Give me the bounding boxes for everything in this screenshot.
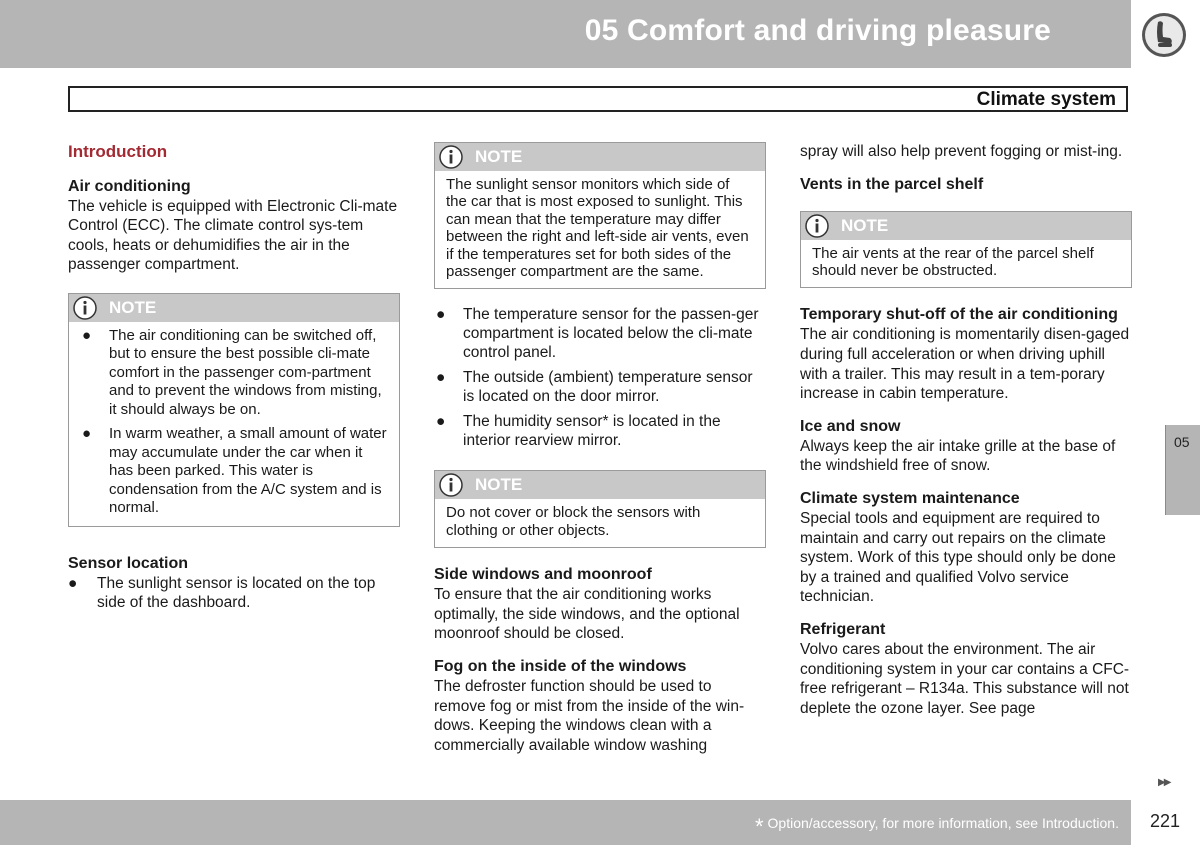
list-item: ● The air conditioning can be switched off, but to ensure the best possible cli-mate comfort in the passenger com-partment and to prevent the windows from misting, it should always be on. [82,326,382,418]
introduction-heading: Introduction [68,142,168,161]
refrigerant-heading: Refrigerant [800,620,886,638]
footnote-star: * [754,814,764,839]
note-box-sunlight [434,142,766,289]
vents-heading: Vents in the parcel shelf [800,175,984,193]
bullet-icon: ● [68,574,78,592]
ice-snow-text: Always keep the air intake grille at the base of the windshield free of snow. [800,437,1116,475]
column-2 [434,142,766,755]
list-item: ● The humidity sensor* is located in the interior rearview mirror. [436,413,721,450]
footnote-text: Option/accessory, for more information, see Introduction. [767,815,1119,831]
bullet-icon: ● [436,369,446,387]
note-box-sensors [434,470,766,548]
bullet-icon: ● [82,425,92,443]
fog-heading: Fog on the inside of the windows [434,658,687,676]
refrigerant-text: Volvo cares about the environment. The air conditioning system in your car contains a CFC-free refrigerant – R134a. This substance will not deplete the ozone layer. See page [800,640,1130,717]
maintenance-text: Special tools and equipment are required to maintain and carry out repairs on the climate system. Work of this type should only be done by a trained and qualified Volvo service technician. [800,509,1116,606]
note-box-vents [800,211,1132,289]
note-text: Do not cover or block the sensors with clothing or other objects. [446,504,701,539]
info-icon [805,214,829,238]
note-box-ac [68,293,400,527]
note-header [435,471,765,499]
shutoff-text: The air conditioning is momentarily disen-gaged during full acceleration or when driving uphill with a trailer. This may result in a tem-porary increase in cabin temperature. [800,326,1130,403]
side-windows-text: To ensure that the air conditioning works optimally, the side windows, and the optional moonroof should be closed. [434,586,740,643]
info-icon [439,145,463,169]
column-1 [68,142,400,618]
note-header [801,212,1131,240]
list-item: ● The temperature sensor for the passen-ger compartment is located below the cli-mate control panel. [436,306,759,362]
chapter-tab-label: 05 [1174,434,1190,450]
note-label: NOTE [841,215,889,235]
note-text: The sunlight sensor monitors which side of the car that is most exposed to sunlight. This can mean that the temperature may differ between the right and left-side air vents, even if the temperatures set for both sides of the passenger compartment are the same. [446,176,749,281]
page-number: 221 [1150,811,1181,831]
list-item: ● The sunlight sensor is located on the top side of the dashboard. [68,574,376,611]
sensor-location-list [68,574,400,612]
side-windows-heading: Side windows and moonroof [434,566,652,584]
ice-snow-heading: Ice and snow [800,417,901,435]
bullet-icon: ● [436,306,446,324]
note-label: NOTE [475,147,523,166]
bullet-icon: ● [436,413,446,431]
list-item: ● The outside (ambient) temperature sensor is located on the door mirror. [436,369,753,406]
sensor-list [434,305,766,450]
info-icon [439,473,463,497]
sensor-location-heading: Sensor location [68,554,189,572]
info-icon [73,296,97,320]
list-item: ● In warm weather, a small amount of water may accumulate under the car when it has been parked. This water is condensation from the A/C system and is normal. [82,425,387,517]
footer-bar [0,800,1131,845]
footnote [755,814,1119,840]
note-header [435,143,765,171]
double-chevron-right-icon[interactable]: ▶▶ [1158,777,1170,788]
chapter-tab[interactable] [1165,425,1200,515]
air-conditioning-text: The vehicle is equipped with Electronic Cli-mate Control (ECC). The climate control sys-tem cools, heats or dehumidifies the air in the passenger compartment. [68,197,398,274]
continued-text: spray will also help prevent fogging or mist-ing. [800,143,1123,160]
maintenance-heading: Climate system maintenance [800,489,1020,507]
section-title: Climate system [976,89,1116,110]
note-header [69,294,399,322]
chapter-header-bar [0,0,1131,68]
note-label: NOTE [475,475,523,495]
note-text: The air vents at the rear of the parcel shelf should never be obstructed. [812,244,1094,279]
bullet-icon: ● [82,326,92,344]
shutoff-heading: Temporary shut-off of the air conditioning [800,306,1118,324]
fog-text: The defroster function should be used to remove fog or mist from the inside of the win-dows. Keeping the windows clean with a commercially available window washing [434,678,745,754]
seat-icon [1141,12,1187,58]
section-title-bar [68,86,1128,112]
column-3 [800,142,1132,718]
air-conditioning-heading: Air conditioning [68,177,191,195]
note-label: NOTE [109,297,157,317]
chapter-title: 05 Comfort and driving pleasure [584,14,1051,47]
